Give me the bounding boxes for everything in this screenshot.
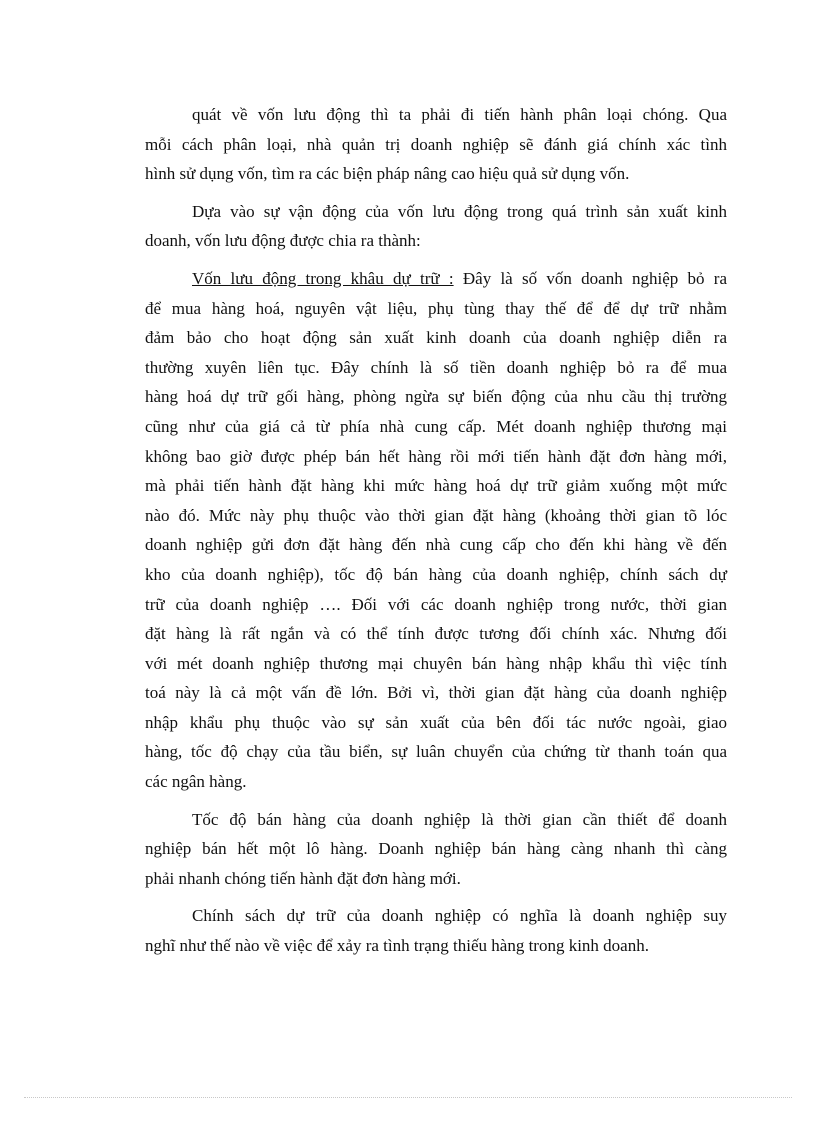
text-line: Chính sách dự trữ của doanh nghiệp có nghĩa là doanh nghiệp suy <box>192 906 727 926</box>
text-line: trữ của doanh nghiệp …. Đối với các doanh nghiệp trong nước, thời gian <box>145 594 727 614</box>
text-line: nào đó. Mức này phụ thuộc vào thời gian đặt hàng (khoảng thời gian tõ lóc <box>145 505 727 525</box>
document-page <box>145 100 727 961</box>
paragraph-5 <box>145 901 727 960</box>
paragraph-3 <box>145 264 727 797</box>
text-line: hàng, tốc độ chạy của tầu biển, sự luân chuyển của chứng từ thanh toán qua <box>145 742 727 762</box>
text-line: doanh, vốn lưu động được chia ra thành: <box>145 231 421 251</box>
text-line: đặt hàng là rất ngắn và có thể tính được tương đối chính xác. Nhưng đối <box>145 624 727 644</box>
text-fragment: Đây là số vốn doanh nghiệp bỏ ra <box>453 268 727 288</box>
text-line: để mua hàng hoá, nguyên vật liệu, phụ tùng thay thế để để dự trữ nhằm <box>145 298 727 318</box>
paragraph-4 <box>145 805 727 894</box>
text-line: toá này là cả một vấn đề lớn. Bởi vì, thời gian đặt hàng của doanh nghiệp <box>145 683 727 703</box>
text-line: mỗi cách phân loại, nhà quản trị doanh nghiệp sẽ đánh giá chính xác tình <box>145 134 727 154</box>
text-line: Tốc độ bán hàng của doanh nghiệp là thời gian cần thiết để doanh <box>192 809 727 829</box>
text-line: nghĩ như thế nào về việc để xảy ra tình trạng thiếu hàng trong kinh doanh. <box>145 936 649 956</box>
text-line: đảm bảo cho hoạt động sản xuất kinh doanh của doanh nghiệp diễn ra <box>145 328 727 348</box>
text-line: không bao giờ được phép bán hết hàng rồi mới tiến hành đặt đơn hàng mới, <box>145 446 727 466</box>
text-line: với mét doanh nghiệp thương mại chuyên bán hàng nhập khẩu thì việc tính <box>145 653 727 673</box>
text-line: mà phải tiến hành đặt hàng khi mức hàng hoá dự trữ giảm xuống một mức <box>145 476 727 496</box>
footer-divider <box>24 1097 792 1098</box>
paragraph-1 <box>145 100 727 189</box>
text-line: kho của doanh nghiệp), tốc độ bán hàng của doanh nghiệp, chính sách dự <box>145 564 727 584</box>
text-line: quát về vốn lưu động thì ta phải đi tiến hành phân loại chóng. Qua <box>192 105 727 124</box>
text-line: hình sử dụng vốn, tìm ra các biện pháp nâng cao hiệu quả sử dụng vốn. <box>145 164 630 184</box>
text-line <box>145 264 727 294</box>
text-line: Dựa vào sự vận động của vốn lưu động trong quá trình sản xuất kinh <box>192 201 727 221</box>
text-line: hàng hoá dự trữ gối hàng, phòng ngừa sự biến động của nhu cầu thị trường <box>145 387 727 407</box>
text-line: nghiệp bán hết một lô hàng. Doanh nghiệp bán hàng càng nhanh thì càng <box>145 839 727 859</box>
section-heading: Vốn lưu động trong khâu dự trữ : <box>192 268 454 288</box>
text-line: cũng như của giá cả từ phía nhà cung cấp. Mét doanh nghiệp thương mại <box>145 416 727 436</box>
text-line: phải nhanh chóng tiến hành đặt đơn hàng mới. <box>145 868 461 888</box>
text-line: nhập khẩu phụ thuộc vào sự sản xuất của bên đối tác nước ngoài, giao <box>145 712 727 732</box>
text-line: các ngân hàng. <box>145 772 247 792</box>
text-line: thường xuyên liên tục. Đây chính là số tiền doanh nghiệp bỏ ra để mua <box>145 357 727 377</box>
text-line: doanh nghiệp gửi đơn đặt hàng đến nhà cung cấp cho đến khi hàng về đến <box>145 535 727 555</box>
paragraph-2 <box>145 197 727 256</box>
